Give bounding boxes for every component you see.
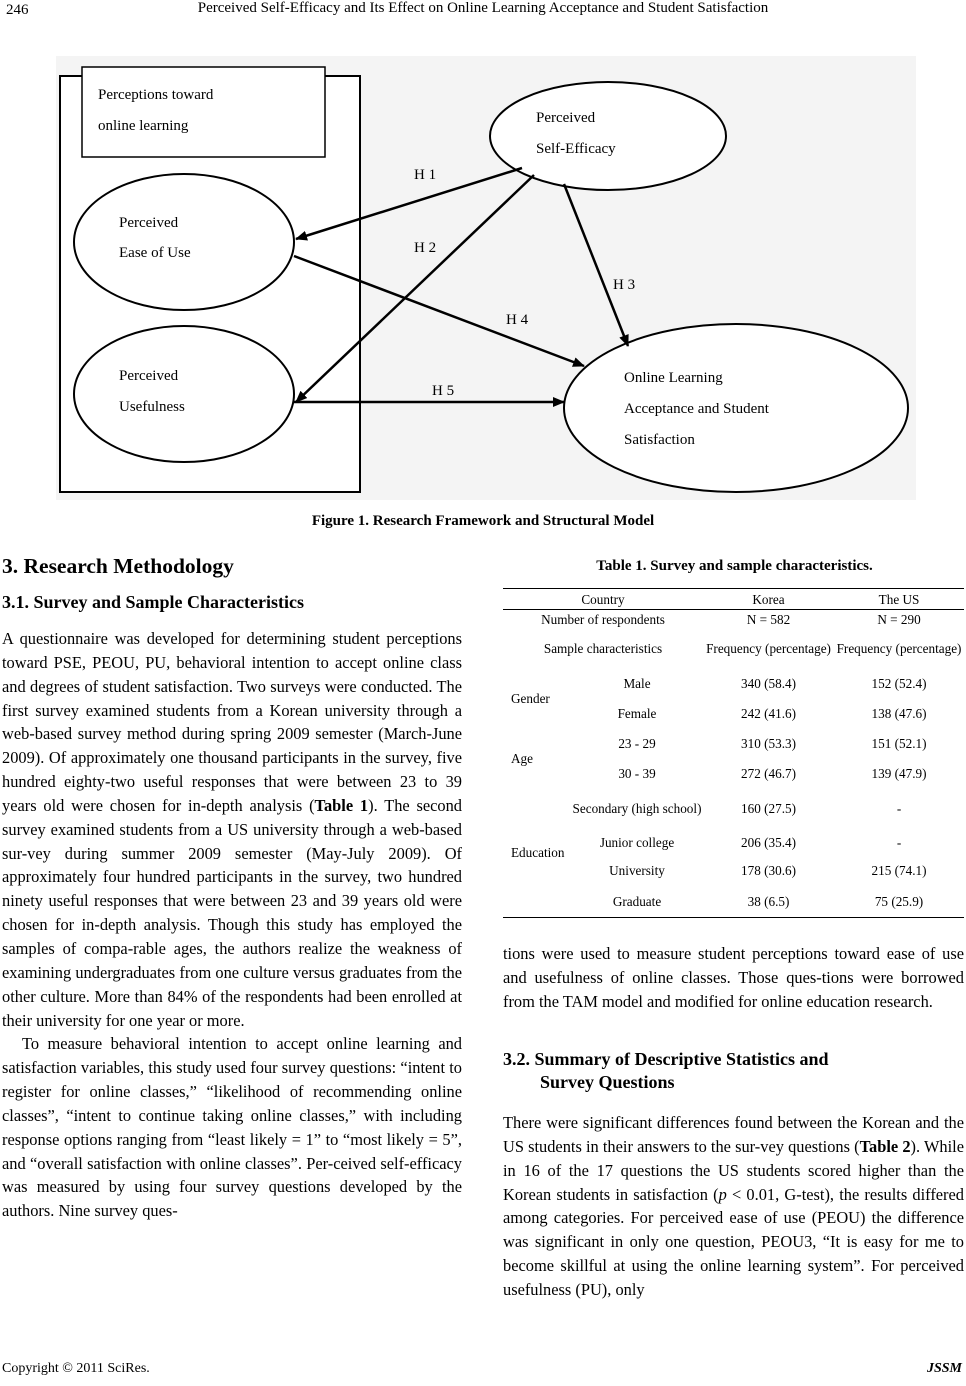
h5-label: H 5 (432, 383, 455, 399)
table-reference[interactable]: Table 1 (314, 795, 369, 815)
group-label: Gender (511, 691, 550, 706)
table-row (503, 729, 964, 759)
table-row (503, 610, 964, 629)
table-title: Table 1. Survey and sample characteristics. (596, 558, 873, 574)
table-cell: 139 (47.9) (871, 766, 927, 781)
table-row (503, 759, 964, 789)
table-cell: Secondary (high school) (572, 801, 702, 816)
peou-label-line1: Perceived (119, 215, 179, 231)
right-column-bottom (503, 1111, 964, 1302)
table-header-row (503, 589, 964, 610)
table-cell: 75 (25.9) (834, 886, 964, 918)
pse-ellipse (490, 82, 726, 190)
table-cell: 310 (53.3) (741, 736, 796, 751)
outcome-label-line2: Acceptance and Student (624, 401, 769, 417)
table-cell: 138 (47.6) (871, 706, 927, 721)
table-cell: Female (617, 706, 657, 721)
table-cell: 160 (27.5) (741, 801, 796, 816)
h2-label: H 2 (414, 240, 437, 256)
table-cell: 242 (41.6) (741, 706, 796, 721)
table-cell: 152 (52.4) (871, 676, 927, 691)
copyright-notice: Copyright © 2011 SciRes. (2, 1361, 150, 1376)
table-row (503, 629, 964, 669)
perceptions-title-line2: online learning (98, 118, 189, 134)
perceptions-title-box (82, 67, 325, 157)
table-cell: Sample characteristics (543, 641, 663, 656)
header-cell: The US (834, 589, 964, 610)
peou-ellipse (74, 174, 294, 310)
arrow-h3 (564, 184, 628, 346)
table-row (503, 886, 964, 918)
paragraph: To measure behavioral intention to accept online learning and satisfaction variables, this study used four survey questions: “intent to register for online classes,” “likelihood of recommending online classes”, “intent to continue taking online classes,” with including response options ranging from “least likely = 1” to “most likely = 5”, and “overall satisfaction with online classes”. Per-ceived self-efficacy was measured by using four survey questions developed by the authors. Nine survey ques- (2, 1034, 462, 1221)
table-row (503, 669, 964, 699)
h4-label: H 4 (506, 312, 529, 328)
table-cell: N = 582 (746, 611, 791, 627)
table-cell: Male (623, 676, 651, 691)
group-label: Age (511, 751, 533, 766)
table-cell: 272 (46.7) (741, 766, 796, 781)
left-column (2, 627, 462, 1223)
perceptions-title-line1: Perceptions toward (98, 87, 214, 103)
subsection-heading: 3.1. Survey and Sample Characteristics (2, 592, 304, 612)
table-cell: 151 (52.1) (871, 736, 927, 751)
table-cell: 178 (30.6) (741, 863, 796, 878)
pu-label-line2: Usefulness (119, 399, 185, 415)
h1-label: H 1 (414, 167, 437, 183)
table-cell: 340 (58.4) (741, 676, 796, 691)
paragraph: There were significant differences found between the Korean and the US students in their answers to the sur-vey questions (Table 2). While in 16 of the 17 questions the US students scored higher than the Korean students in satisfaction (p < 0.01, G-test), the results differed among categories. For perceived ease of use (PEOU) the difference was significant in only one question, PEOU3, “It is easy for me to become skillful at using the online learning system”. For perceived usefulness (PU), only (503, 1113, 964, 1299)
table-reference[interactable]: Table 2 (859, 1136, 911, 1156)
figure-caption: Figure 1. Research Framework and Structural Model (311, 513, 655, 529)
group-label: Education (503, 789, 571, 918)
table-cell: Junior college (599, 834, 675, 850)
right-column-top (503, 942, 964, 1014)
table-cell: Frequency (percentage) (706, 641, 831, 656)
table-cell: 23 - 29 (618, 736, 656, 751)
table-cell: Graduate (571, 886, 703, 918)
pse-label-line1: Perceived (536, 110, 596, 126)
subsection-heading: 3.2. Summary of Descriptive Statistics and Survey Questions (503, 1049, 829, 1092)
pu-label-line1: Perceived (119, 368, 179, 384)
section-heading: 3. Research Methodology (2, 554, 234, 578)
pse-label-line2: Self-Efficacy (536, 141, 616, 157)
table-cell: 206 (35.4) (741, 834, 796, 850)
table-cell: 30 - 39 (618, 766, 656, 781)
paragraph: A questionnaire was developed for determining student perceptions toward PSE, PEOU, PU, behavioral intention to accept online class and degrees of student satisfaction. Two surveys were conducted. The first survey examined students from a Korean university through a web-based survey method during spring 2009 semester (March-June 2009). Of approximately one thousand participants in the survey, five hundred eighty-two useful responses that were between 23 to 39 years old were chosen for in-depth analysis (Table 1). The second survey examined students from a US university through a web-based sur-vey during summer 2009 semester (May-July 2009). Of approximately four hundred participants in the survey, two hundred ninety useful responses that were between 23 and 39 years old were chosen for in-depth analysis. Though this study has employed the samples of compa-rable ages, the authors realize the weakness of examining undergraduates from one culture versus graduates from the other culture. More than 84% of the respondents had been enrolled at their university for one year or more. (2, 629, 462, 1030)
table-row (503, 789, 964, 829)
page-number: 246 (6, 2, 29, 18)
table-row (503, 856, 964, 886)
peou-label-line2: Ease of Use (119, 245, 191, 261)
table-cell: - (896, 801, 902, 816)
table-row (503, 829, 964, 856)
research-framework-diagram (56, 56, 916, 500)
table-cell: N = 290 (877, 611, 921, 627)
figure-1 (56, 56, 916, 500)
table-row (503, 699, 964, 729)
journal-name: JSSM (926, 1361, 962, 1376)
table-cell: Frequency (percentage) (836, 641, 962, 656)
table-cell: 38 (6.5) (703, 886, 834, 918)
table-cell: 215 (74.1) (871, 863, 927, 878)
h3-label: H 3 (613, 277, 636, 293)
outcome-label-line3: Satisfaction (624, 432, 695, 448)
table-cell: - (896, 834, 902, 850)
outcome-label-line1: Online Learning (624, 370, 723, 386)
table-cell: Number of respondents (541, 611, 665, 627)
running-title: Perceived Self-Efficacy and Its Effect on Online Learning Acceptance and Student Satisfaction (197, 0, 769, 16)
pu-ellipse (74, 326, 294, 462)
table-cell: University (609, 863, 665, 878)
header-cell: Korea (703, 589, 834, 610)
table-1 (503, 588, 964, 918)
paragraph: tions were used to measure student perceptions toward ease of use and usefulness of online classes. Those ques-tions were borrowed from the TAM model and modified for online education research. (503, 944, 964, 1011)
header-cell: Country (503, 589, 703, 610)
